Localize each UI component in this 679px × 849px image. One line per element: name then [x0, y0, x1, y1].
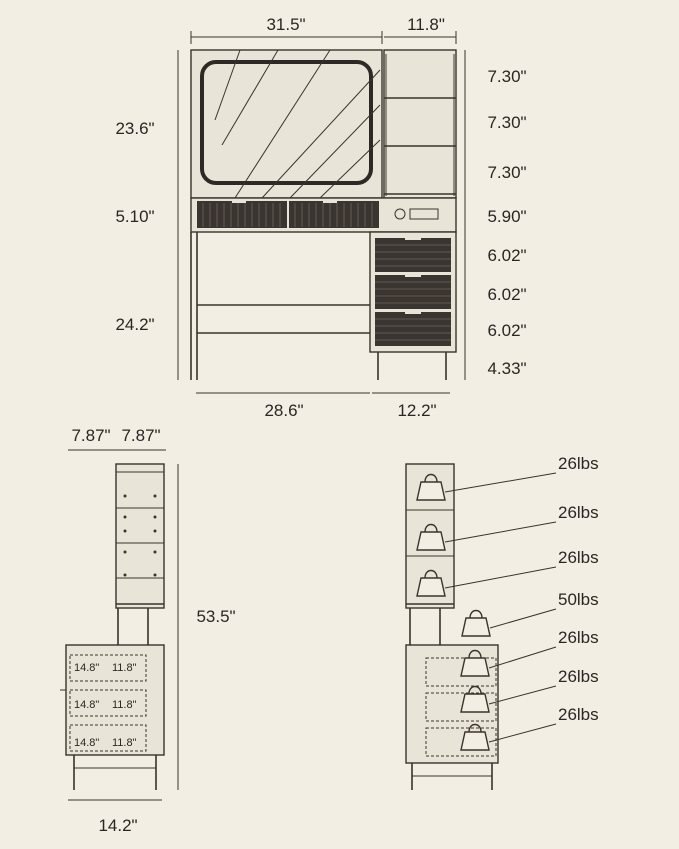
mirror-panel [191, 50, 382, 198]
top-width-label: 31.5" [266, 15, 306, 34]
load-capacity-view [406, 454, 599, 790]
switch-section-label: 5.90" [487, 207, 527, 226]
cabinet-width-label: 12.2" [397, 401, 437, 420]
cabinet-leg-label: 4.33" [487, 359, 527, 378]
weight-label-4: 50lbs [558, 590, 599, 609]
shelf-1-label: 7.30" [487, 67, 527, 86]
drawer-3-depth: 14.8" [74, 737, 100, 749]
weight-label-3: 26lbs [558, 548, 599, 567]
cabinet-drawer-2-label: 6.02" [487, 285, 527, 304]
drawer-height-label: 5.10" [115, 207, 155, 226]
top-depth-right-label: 7.87" [121, 426, 161, 445]
total-height-label: 53.5" [196, 607, 236, 626]
drawer-1-width: 11.8" [112, 662, 137, 674]
shelf-2-label: 7.30" [487, 113, 527, 132]
drawer-1-depth: 14.8" [74, 662, 100, 674]
cabinet-drawer-1 [375, 238, 451, 272]
top-depth-left-label: 7.87" [71, 426, 111, 445]
weight-label-5: 26lbs [558, 628, 599, 647]
side-tower [116, 464, 164, 608]
shelf-tower [384, 50, 456, 198]
drawer-handle-right [323, 200, 337, 203]
weight-bag-icon [462, 611, 490, 637]
drawer-3-width: 11.8" [112, 737, 137, 749]
drawer-2-width: 11.8" [112, 699, 137, 711]
side-view [60, 426, 236, 835]
weight-label-7: 26lbs [558, 705, 599, 724]
base-depth-label: 14.2" [98, 816, 138, 835]
weight-label-1: 26lbs [558, 454, 599, 473]
weight-label-6: 26lbs [558, 667, 599, 686]
cabinet-drawer-3-label: 6.02" [487, 321, 527, 340]
weight-label-2: 26lbs [558, 503, 599, 522]
shelf-3-label: 7.30" [487, 163, 527, 182]
side-width-label: 11.8" [407, 15, 445, 34]
desk-drawer-right [289, 201, 379, 228]
drawer-handle-left [232, 200, 246, 203]
leg-height-label: 24.2" [115, 315, 155, 334]
mirror-height-label: 23.6" [115, 119, 155, 138]
drawer-2-depth: 14.8" [74, 699, 100, 711]
cabinet-drawer-2 [375, 275, 451, 309]
cabinet-drawer-1-label: 6.02" [487, 246, 527, 265]
cabinet-drawer-3 [375, 312, 451, 346]
desk-width-label: 28.6" [264, 401, 304, 420]
front-view [115, 15, 526, 420]
desk-drawer-left [197, 201, 287, 228]
